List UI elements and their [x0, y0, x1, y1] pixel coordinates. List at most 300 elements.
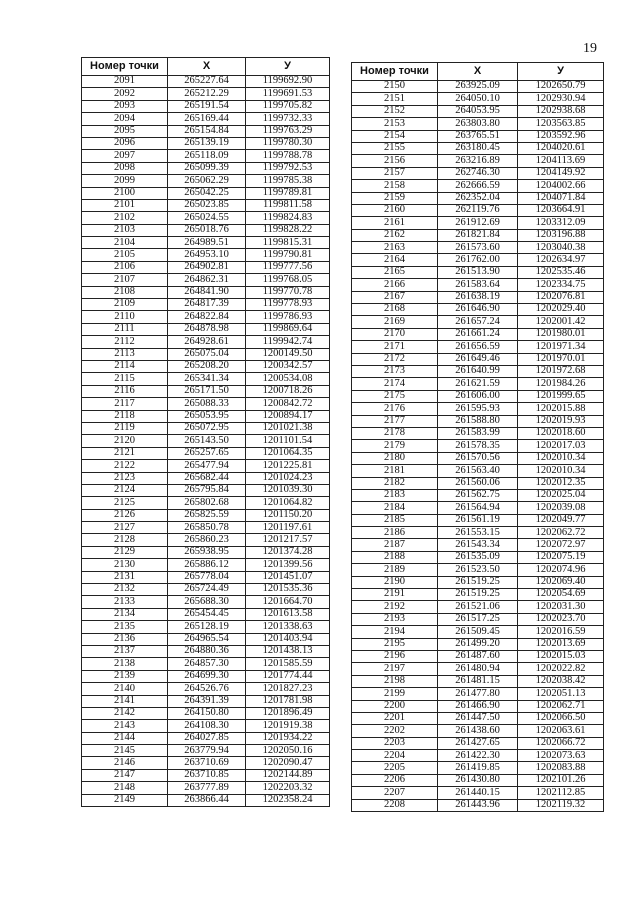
- table-row: [82, 137, 330, 149]
- y-coordinate-cell: 1199790.81: [246, 249, 330, 261]
- point-number-cell: 2167: [352, 291, 438, 303]
- point-number-cell: 2203: [352, 737, 438, 749]
- table-row: [82, 695, 330, 707]
- table-row: [82, 608, 330, 620]
- table-row: [82, 410, 330, 422]
- x-coordinate-cell: 261513.90: [438, 266, 518, 278]
- y-coordinate-cell: 1202062.72: [518, 527, 604, 539]
- x-coordinate-cell: 261560.06: [438, 477, 518, 489]
- x-coordinate-cell: 261509.45: [438, 626, 518, 638]
- y-coordinate-cell: 1202076.81: [518, 291, 604, 303]
- x-coordinate-cell: 261588.80: [438, 415, 518, 427]
- point-number-cell: 2141: [82, 695, 168, 707]
- point-number-cell: 2119: [82, 422, 168, 434]
- y-coordinate-cell: 1204020.61: [518, 142, 604, 154]
- point-number-cell: 2120: [82, 435, 168, 447]
- point-number-cell: 2145: [82, 745, 168, 757]
- point-number-cell: 2118: [82, 410, 168, 422]
- table-row: [82, 621, 330, 633]
- x-coordinate-cell: 265154.84: [168, 125, 246, 137]
- y-coordinate-cell: 1202050.16: [246, 745, 330, 757]
- x-coordinate-cell: 265171.50: [168, 385, 246, 397]
- point-number-cell: 2193: [352, 613, 438, 625]
- y-coordinate-cell: 1201064.82: [246, 497, 330, 509]
- point-number-cell: 2152: [352, 105, 438, 117]
- y-coordinate-cell: 1203664.91: [518, 204, 604, 216]
- y-coordinate-cell: 1202063.61: [518, 725, 604, 737]
- x-coordinate-cell: 263777.89: [168, 782, 246, 794]
- point-number-cell: 2144: [82, 732, 168, 744]
- x-coordinate-cell: 265212.29: [168, 88, 246, 100]
- y-coordinate-cell: 1201039.30: [246, 484, 330, 496]
- y-coordinate-cell: 1199692.90: [246, 76, 330, 88]
- point-number-cell: 2160: [352, 204, 438, 216]
- table-row: [352, 291, 604, 303]
- table-row: [352, 712, 604, 724]
- table-row: [82, 794, 330, 806]
- page-number: 19: [583, 41, 597, 56]
- point-number-cell: 2150: [352, 81, 438, 93]
- table-row: [352, 353, 604, 365]
- table-row: [82, 336, 330, 348]
- x-coordinate-cell: 261561.19: [438, 514, 518, 526]
- table-row: [82, 571, 330, 583]
- x-coordinate-cell: 264699.30: [168, 670, 246, 682]
- table-row: [82, 360, 330, 372]
- table-row: [352, 539, 604, 551]
- point-number-cell: 2116: [82, 385, 168, 397]
- table-row: [352, 465, 604, 477]
- x-coordinate-cell: 265042.25: [168, 187, 246, 199]
- point-number-cell: 2208: [352, 799, 438, 811]
- point-number-cell: 2132: [82, 584, 168, 596]
- x-coordinate-cell: 265053.95: [168, 410, 246, 422]
- table-header-row: [352, 63, 604, 81]
- point-number-cell: 2169: [352, 316, 438, 328]
- x-coordinate-cell: 261481.15: [438, 675, 518, 687]
- y-coordinate-cell: 1202069.40: [518, 576, 604, 588]
- table-row: [82, 472, 330, 484]
- point-number-cell: 2174: [352, 378, 438, 390]
- table-row: [82, 237, 330, 249]
- point-number-cell: 2115: [82, 373, 168, 385]
- y-coordinate-cell: 1201827.23: [246, 683, 330, 695]
- y-coordinate-cell: 1202015.03: [518, 650, 604, 662]
- x-coordinate-cell: 265128.19: [168, 621, 246, 633]
- y-coordinate-cell: 1202066.72: [518, 737, 604, 749]
- point-number-cell: 2122: [82, 460, 168, 472]
- x-coordinate-cell: 264862.31: [168, 274, 246, 286]
- y-coordinate-cell: 1202051.13: [518, 688, 604, 700]
- x-coordinate-cell: 261821.84: [438, 229, 518, 241]
- point-number-cell: 2093: [82, 100, 168, 112]
- point-number-cell: 2149: [82, 794, 168, 806]
- y-coordinate-cell: 1202038.42: [518, 675, 604, 687]
- table-row: [82, 757, 330, 769]
- table-row: [82, 670, 330, 682]
- table-row: [82, 299, 330, 311]
- point-number-cell: 2099: [82, 175, 168, 187]
- x-coordinate-cell: 263180.45: [438, 142, 518, 154]
- y-coordinate-cell: 1199811.58: [246, 199, 330, 211]
- point-number-cell: 2199: [352, 688, 438, 700]
- table-row: [82, 113, 330, 125]
- x-coordinate-cell: 265688.30: [168, 596, 246, 608]
- table-row: [82, 187, 330, 199]
- header-y: У: [246, 58, 330, 76]
- y-coordinate-cell: 1202144.89: [246, 769, 330, 781]
- table-row: [352, 638, 604, 650]
- y-coordinate-cell: 1201585.59: [246, 658, 330, 670]
- x-coordinate-cell: 261477.80: [438, 688, 518, 700]
- table-row: [82, 261, 330, 273]
- x-coordinate-cell: 261438.60: [438, 725, 518, 737]
- x-coordinate-cell: 262352.04: [438, 192, 518, 204]
- point-number-cell: 2171: [352, 341, 438, 353]
- y-coordinate-cell: 1202930.94: [518, 93, 604, 105]
- table-row: [352, 750, 604, 762]
- y-coordinate-cell: 1201919.38: [246, 720, 330, 732]
- point-number-cell: 2182: [352, 477, 438, 489]
- table-row: [82, 782, 330, 794]
- x-coordinate-cell: 263710.69: [168, 757, 246, 769]
- point-number-cell: 2196: [352, 650, 438, 662]
- x-coordinate-cell: 261466.90: [438, 700, 518, 712]
- x-coordinate-cell: 264817.39: [168, 299, 246, 311]
- y-coordinate-cell: 1201999.65: [518, 390, 604, 402]
- y-coordinate-cell: 1201774.44: [246, 670, 330, 682]
- point-number-cell: 2165: [352, 266, 438, 278]
- point-number-cell: 2183: [352, 489, 438, 501]
- x-coordinate-cell: 261519.25: [438, 589, 518, 601]
- y-coordinate-cell: 1201150.20: [246, 509, 330, 521]
- point-number-cell: 2100: [82, 187, 168, 199]
- x-coordinate-cell: 261422.30: [438, 750, 518, 762]
- point-number-cell: 2098: [82, 162, 168, 174]
- y-coordinate-cell: 1202650.79: [518, 81, 604, 93]
- y-coordinate-cell: 1202016.59: [518, 626, 604, 638]
- point-number-cell: 2154: [352, 130, 438, 142]
- x-coordinate-cell: 264050.10: [438, 93, 518, 105]
- x-coordinate-cell: 261480.94: [438, 663, 518, 675]
- table-row: [352, 737, 604, 749]
- point-number-cell: 2189: [352, 564, 438, 576]
- y-coordinate-cell: 1204071.84: [518, 192, 604, 204]
- table-row: [352, 365, 604, 377]
- table-row: [352, 93, 604, 105]
- x-coordinate-cell: 263803.80: [438, 118, 518, 130]
- y-coordinate-cell: 1199789.81: [246, 187, 330, 199]
- x-coordinate-cell: 265139.19: [168, 137, 246, 149]
- point-number-cell: 2139: [82, 670, 168, 682]
- y-coordinate-cell: 1199770.78: [246, 286, 330, 298]
- point-number-cell: 2105: [82, 249, 168, 261]
- point-number-cell: 2186: [352, 527, 438, 539]
- point-number-cell: 2111: [82, 323, 168, 335]
- table-row: [352, 626, 604, 638]
- table-row: [82, 125, 330, 137]
- point-number-cell: 2136: [82, 633, 168, 645]
- point-number-cell: 2096: [82, 137, 168, 149]
- y-coordinate-cell: 1201101.54: [246, 435, 330, 447]
- point-number-cell: 2097: [82, 150, 168, 162]
- x-coordinate-cell: 261656.59: [438, 341, 518, 353]
- table-row: [352, 130, 604, 142]
- table-row: [82, 76, 330, 88]
- point-number-cell: 2178: [352, 427, 438, 439]
- y-coordinate-cell: 1199780.30: [246, 137, 330, 149]
- x-coordinate-cell: 264027.85: [168, 732, 246, 744]
- table-body-right: [352, 81, 604, 812]
- point-number-cell: 2191: [352, 589, 438, 601]
- x-coordinate-cell: 265886.12: [168, 559, 246, 571]
- y-coordinate-cell: 1202073.63: [518, 750, 604, 762]
- y-coordinate-cell: 1204149.92: [518, 167, 604, 179]
- table-row: [352, 601, 604, 613]
- y-coordinate-cell: 1199828.22: [246, 224, 330, 236]
- y-coordinate-cell: 1202535.46: [518, 266, 604, 278]
- table-row: [82, 707, 330, 719]
- table-row: [352, 663, 604, 675]
- point-number-cell: 2114: [82, 360, 168, 372]
- x-coordinate-cell: 264928.61: [168, 336, 246, 348]
- y-coordinate-cell: 1201980.01: [518, 328, 604, 340]
- point-number-cell: 2192: [352, 601, 438, 613]
- y-coordinate-cell: 1201374.28: [246, 546, 330, 558]
- point-number-cell: 2140: [82, 683, 168, 695]
- table-row: [82, 546, 330, 558]
- point-number-cell: 2094: [82, 113, 168, 125]
- header-point-number: Номер точки: [82, 58, 168, 76]
- y-coordinate-cell: 1202054.69: [518, 589, 604, 601]
- point-number-cell: 2198: [352, 675, 438, 687]
- table-row: [82, 435, 330, 447]
- point-number-cell: 2184: [352, 502, 438, 514]
- point-number-cell: 2135: [82, 621, 168, 633]
- point-number-cell: 2172: [352, 353, 438, 365]
- table-row: [82, 509, 330, 521]
- point-number-cell: 2143: [82, 720, 168, 732]
- table-row: [352, 527, 604, 539]
- point-number-cell: 2161: [352, 217, 438, 229]
- table-row: [82, 88, 330, 100]
- table-header-row: [82, 58, 330, 76]
- point-number-cell: 2138: [82, 658, 168, 670]
- table-row: [352, 118, 604, 130]
- y-coordinate-cell: 1202031.30: [518, 601, 604, 613]
- point-number-cell: 2101: [82, 199, 168, 211]
- y-coordinate-cell: 1202101.26: [518, 774, 604, 786]
- x-coordinate-cell: 261564.94: [438, 502, 518, 514]
- y-coordinate-cell: 1199732.33: [246, 113, 330, 125]
- y-coordinate-cell: 1201984.26: [518, 378, 604, 390]
- point-number-cell: 2179: [352, 440, 438, 452]
- table-row: [82, 249, 330, 261]
- table-row: [352, 477, 604, 489]
- table-row: [82, 633, 330, 645]
- table-row: [82, 683, 330, 695]
- x-coordinate-cell: 261578.35: [438, 440, 518, 452]
- point-number-cell: 2123: [82, 472, 168, 484]
- table-row: [352, 378, 604, 390]
- y-coordinate-cell: 1202001.42: [518, 316, 604, 328]
- x-coordinate-cell: 261583.99: [438, 427, 518, 439]
- point-number-cell: 2131: [82, 571, 168, 583]
- y-coordinate-cell: 1201064.35: [246, 447, 330, 459]
- table-body-left: [82, 76, 330, 807]
- y-coordinate-cell: 1202015.88: [518, 403, 604, 415]
- table-row: [352, 204, 604, 216]
- y-coordinate-cell: 1201225.81: [246, 460, 330, 472]
- point-number-cell: 2153: [352, 118, 438, 130]
- point-number-cell: 2108: [82, 286, 168, 298]
- table-row: [352, 341, 604, 353]
- point-number-cell: 2095: [82, 125, 168, 137]
- point-number-cell: 2103: [82, 224, 168, 236]
- y-coordinate-cell: 1203312.09: [518, 217, 604, 229]
- table-row: [82, 199, 330, 211]
- point-number-cell: 2177: [352, 415, 438, 427]
- table-row: [352, 440, 604, 452]
- point-number-cell: 2121: [82, 447, 168, 459]
- x-coordinate-cell: 264053.95: [438, 105, 518, 117]
- x-coordinate-cell: 265860.23: [168, 534, 246, 546]
- point-number-cell: 2091: [82, 76, 168, 88]
- y-coordinate-cell: 1202017.03: [518, 440, 604, 452]
- y-coordinate-cell: 1202029.40: [518, 304, 604, 316]
- table-row: [82, 745, 330, 757]
- x-coordinate-cell: 261440.15: [438, 787, 518, 799]
- y-coordinate-cell: 1199691.53: [246, 88, 330, 100]
- x-coordinate-cell: 264526.76: [168, 683, 246, 695]
- y-coordinate-cell: 1201896.49: [246, 707, 330, 719]
- y-coordinate-cell: 1202025.04: [518, 489, 604, 501]
- x-coordinate-cell: 261443.96: [438, 799, 518, 811]
- x-coordinate-cell: 263710.85: [168, 769, 246, 781]
- table-row: [82, 534, 330, 546]
- point-number-cell: 2106: [82, 261, 168, 273]
- point-number-cell: 2157: [352, 167, 438, 179]
- table-row: [352, 613, 604, 625]
- coordinates-table-left: [81, 57, 330, 807]
- y-coordinate-cell: 1202075.19: [518, 551, 604, 563]
- point-number-cell: 2159: [352, 192, 438, 204]
- table-row: [352, 502, 604, 514]
- x-coordinate-cell: 265191.54: [168, 100, 246, 112]
- table-row: [352, 576, 604, 588]
- y-coordinate-cell: 1202010.34: [518, 452, 604, 464]
- table-row: [352, 242, 604, 254]
- table-row: [82, 348, 330, 360]
- x-coordinate-cell: 264965.54: [168, 633, 246, 645]
- point-number-cell: 2190: [352, 576, 438, 588]
- point-number-cell: 2187: [352, 539, 438, 551]
- x-coordinate-cell: 261563.40: [438, 465, 518, 477]
- x-coordinate-cell: 263779.94: [168, 745, 246, 757]
- y-coordinate-cell: 1202039.08: [518, 502, 604, 514]
- x-coordinate-cell: 261606.00: [438, 390, 518, 402]
- y-coordinate-cell: 1201403.94: [246, 633, 330, 645]
- y-coordinate-cell: 1202083.88: [518, 762, 604, 774]
- point-number-cell: 2185: [352, 514, 438, 526]
- x-coordinate-cell: 264150.80: [168, 707, 246, 719]
- x-coordinate-cell: 261621.59: [438, 378, 518, 390]
- point-number-cell: 2176: [352, 403, 438, 415]
- point-number-cell: 2128: [82, 534, 168, 546]
- table-row: [352, 489, 604, 501]
- point-number-cell: 2168: [352, 304, 438, 316]
- y-coordinate-cell: 1204002.66: [518, 180, 604, 192]
- point-number-cell: 2195: [352, 638, 438, 650]
- table-row: [82, 522, 330, 534]
- x-coordinate-cell: 264108.30: [168, 720, 246, 732]
- table-row: [82, 422, 330, 434]
- x-coordinate-cell: 265227.64: [168, 76, 246, 88]
- x-coordinate-cell: 261543.34: [438, 539, 518, 551]
- x-coordinate-cell: 261646.90: [438, 304, 518, 316]
- y-coordinate-cell: 1203592.96: [518, 130, 604, 142]
- x-coordinate-cell: 265802.68: [168, 497, 246, 509]
- x-coordinate-cell: 265088.33: [168, 398, 246, 410]
- table-row: [352, 403, 604, 415]
- y-coordinate-cell: 1201781.98: [246, 695, 330, 707]
- y-coordinate-cell: 1202019.93: [518, 415, 604, 427]
- y-coordinate-cell: 1201024.23: [246, 472, 330, 484]
- x-coordinate-cell: 261517.25: [438, 613, 518, 625]
- y-coordinate-cell: 1202112.85: [518, 787, 604, 799]
- point-number-cell: 2181: [352, 465, 438, 477]
- y-coordinate-cell: 1202074.96: [518, 564, 604, 576]
- x-coordinate-cell: 261447.50: [438, 712, 518, 724]
- x-coordinate-cell: 261519.25: [438, 576, 518, 588]
- y-coordinate-cell: 1200149.50: [246, 348, 330, 360]
- y-coordinate-cell: 1199785.38: [246, 175, 330, 187]
- table-row: [352, 452, 604, 464]
- table-row: [352, 142, 604, 154]
- point-number-cell: 2110: [82, 311, 168, 323]
- point-number-cell: 2175: [352, 390, 438, 402]
- table-row: [352, 155, 604, 167]
- y-coordinate-cell: 1202012.35: [518, 477, 604, 489]
- x-coordinate-cell: 261649.46: [438, 353, 518, 365]
- x-coordinate-cell: 261912.69: [438, 217, 518, 229]
- table-row: [352, 328, 604, 340]
- table-row: [352, 105, 604, 117]
- point-number-cell: 2158: [352, 180, 438, 192]
- table-row: [82, 658, 330, 670]
- y-coordinate-cell: 1199705.82: [246, 100, 330, 112]
- table-row: [352, 167, 604, 179]
- point-number-cell: 2109: [82, 299, 168, 311]
- y-coordinate-cell: 1200534.08: [246, 373, 330, 385]
- x-coordinate-cell: 261762.00: [438, 254, 518, 266]
- table-row: [82, 224, 330, 236]
- table-row: [82, 162, 330, 174]
- y-coordinate-cell: 1202023.70: [518, 613, 604, 625]
- x-coordinate-cell: 261583.64: [438, 279, 518, 291]
- point-number-cell: 2151: [352, 93, 438, 105]
- point-number-cell: 2124: [82, 484, 168, 496]
- y-coordinate-cell: 1201664.70: [246, 596, 330, 608]
- y-coordinate-cell: 1199786.93: [246, 311, 330, 323]
- y-coordinate-cell: 1202334.75: [518, 279, 604, 291]
- point-number-cell: 2166: [352, 279, 438, 291]
- table-row: [352, 192, 604, 204]
- point-number-cell: 2197: [352, 663, 438, 675]
- x-coordinate-cell: 261595.93: [438, 403, 518, 415]
- y-coordinate-cell: 1199869.64: [246, 323, 330, 335]
- y-coordinate-cell: 1200342.57: [246, 360, 330, 372]
